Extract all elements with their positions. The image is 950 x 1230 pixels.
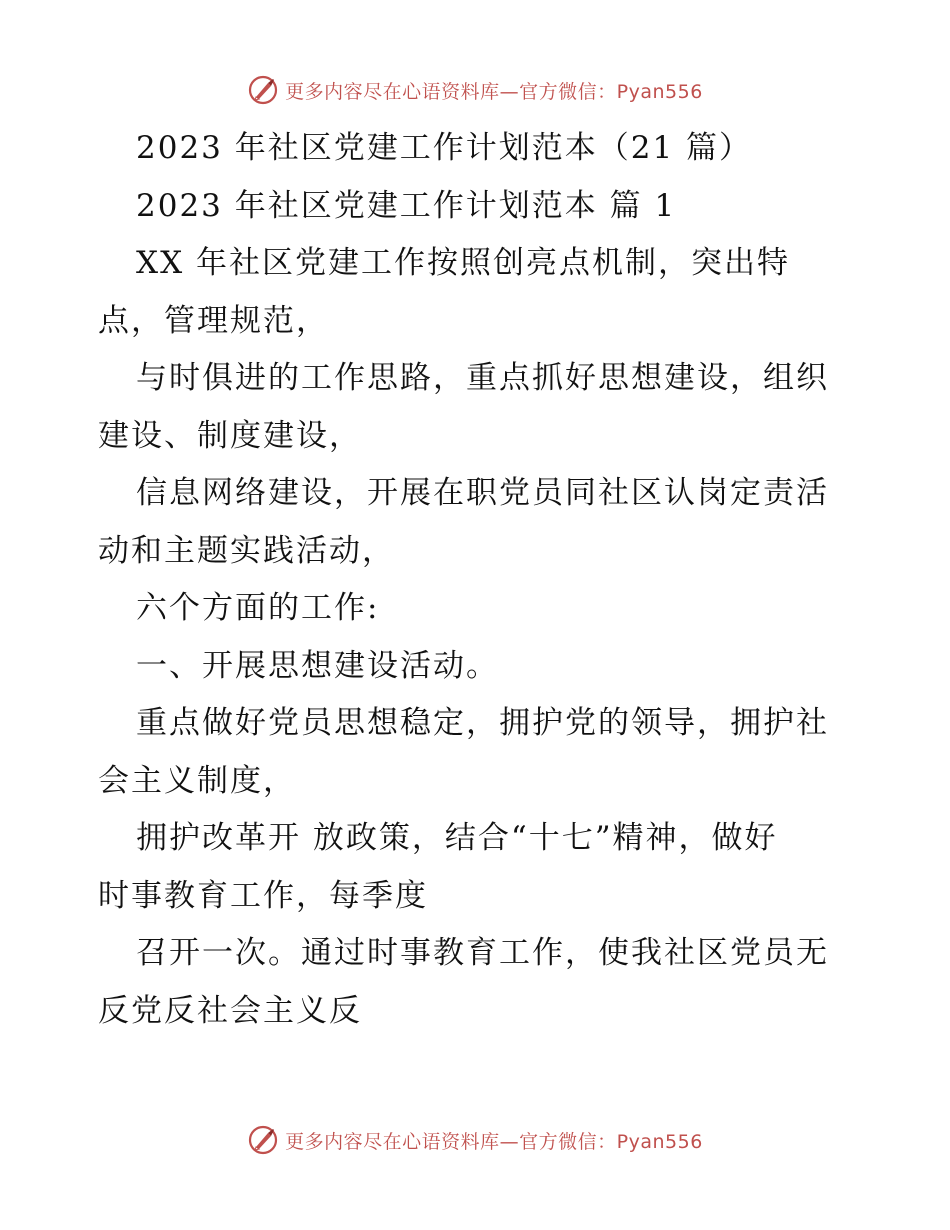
- text-line: 拥护改革开 放政策，结合“十七”精神，做好: [136, 820, 778, 856]
- text-line: XX 年社区党建工作按照创亮点机制，突出特: [136, 245, 790, 281]
- section-heading: 2023 年社区党建工作计划范本 篇 1: [136, 187, 677, 224]
- text-line: 点，管理规范，: [98, 302, 329, 339]
- quill-pen-logo-icon: [247, 1124, 279, 1156]
- text-line: 反党反社会主义反: [98, 992, 362, 1029]
- text-line: 与时俱进的工作思路，重点抓好思想建设，组织: [136, 360, 829, 396]
- text-line: 建设、制度建设，: [98, 417, 362, 454]
- paragraph-lines: [98, 235, 858, 1040]
- banner-wechat-id: Pyan556: [616, 1130, 703, 1153]
- footer-banner: [0, 1120, 950, 1160]
- text-line: 召开一次。通过时事教育工作，使我社区党员无: [136, 935, 829, 971]
- text-line: 一、开展思想建设活动。: [136, 647, 499, 684]
- document-title: 2023 年社区党建工作计划范本（21 篇）: [136, 130, 753, 166]
- text-line: 六个方面的工作:: [136, 590, 380, 626]
- text-line: 信息网络建设，开展在职党员同社区认岗定责活: [136, 475, 829, 511]
- document-body: [98, 120, 858, 1040]
- banner-text: [285, 77, 703, 104]
- quill-pen-logo-icon: [247, 74, 279, 106]
- banner-wechat-id: Pyan556: [616, 80, 703, 103]
- text-line: 重点做好党员思想稳定，拥护党的领导，拥护社: [136, 705, 829, 741]
- header-banner: [0, 70, 950, 110]
- text-line: 动和主题实践活动，: [98, 532, 395, 569]
- text-line: 时事教育工作，每季度: [98, 877, 428, 914]
- banner-label: 更多内容尽在心语资料库—官方微信：: [285, 80, 617, 103]
- banner-text: [285, 1127, 703, 1154]
- text-line: 会主义制度，: [98, 762, 296, 799]
- banner-label: 更多内容尽在心语资料库—官方微信：: [285, 1130, 617, 1153]
